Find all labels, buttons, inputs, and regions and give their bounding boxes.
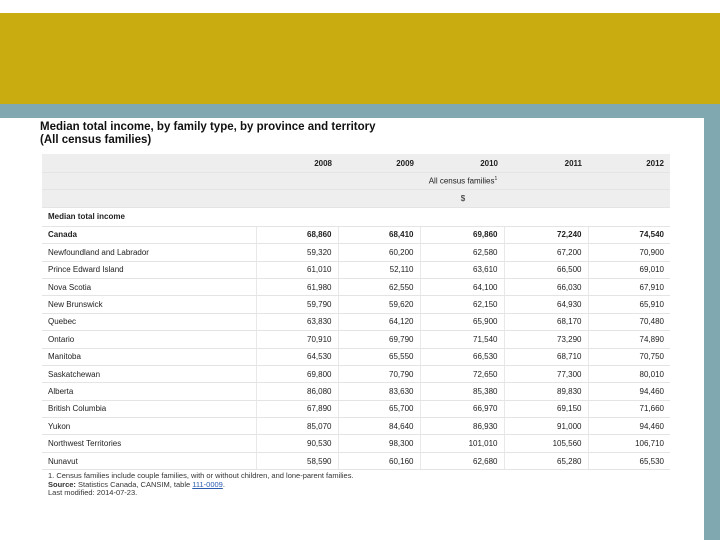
value-cell: 85,070 [256, 418, 338, 435]
value-cell: 58,590 [256, 452, 338, 469]
row-label: Nunavut [42, 452, 256, 469]
value-cell: 68,860 [256, 226, 338, 243]
value-cell: 62,150 [420, 296, 504, 313]
value-cell: 70,750 [588, 348, 670, 365]
value-cell: 90,530 [256, 435, 338, 452]
value-cell: 62,550 [338, 278, 420, 295]
value-cell: 105,560 [504, 435, 588, 452]
currency-subheader-row [42, 190, 670, 207]
row-label: Quebec [42, 313, 256, 330]
accent-strip [0, 104, 720, 118]
value-cell: 72,240 [504, 226, 588, 243]
value-cell: 67,890 [256, 400, 338, 417]
value-cell: 68,710 [504, 348, 588, 365]
families-subheader-row [42, 173, 670, 190]
table-row [42, 348, 670, 365]
value-cell: 61,980 [256, 278, 338, 295]
value-cell: 69,150 [504, 400, 588, 417]
section-row [42, 207, 670, 226]
value-cell: 70,900 [588, 244, 670, 261]
value-cell: 85,380 [420, 383, 504, 400]
value-cell: 65,900 [420, 313, 504, 330]
value-cell: 64,530 [256, 348, 338, 365]
right-accent-bar [704, 118, 720, 540]
last-modified: Last modified: 2014-07-23. [48, 488, 138, 498]
value-cell: 77,300 [504, 365, 588, 382]
year-header: 2009 [338, 154, 420, 173]
value-cell: 66,530 [420, 348, 504, 365]
value-cell: 101,010 [420, 435, 504, 452]
value-cell: 106,710 [588, 435, 670, 452]
table-row [42, 296, 670, 313]
table-row [42, 383, 670, 400]
row-label: Nova Scotia [42, 278, 256, 295]
row-label: New Brunswick [42, 296, 256, 313]
row-label: Newfoundland and Labrador [42, 244, 256, 261]
value-cell: 67,910 [588, 278, 670, 295]
value-cell: 60,200 [338, 244, 420, 261]
value-cell: 63,830 [256, 313, 338, 330]
value-cell: 74,890 [588, 331, 670, 348]
table-title-line1: Median total income, by family type, by province and territory [40, 121, 376, 133]
section-label: Median total income [42, 207, 670, 226]
row-label: Alberta [42, 383, 256, 400]
year-header: 2011 [504, 154, 588, 173]
value-cell: 64,120 [338, 313, 420, 330]
row-label: Yukon [42, 418, 256, 435]
value-cell: 67,200 [504, 244, 588, 261]
value-cell: 59,620 [338, 296, 420, 313]
title-banner [0, 13, 720, 105]
table-row [42, 365, 670, 382]
currency-subheader: $ [256, 190, 670, 207]
value-cell: 69,790 [338, 331, 420, 348]
row-label: Ontario [42, 331, 256, 348]
corner-cell [42, 154, 256, 173]
value-cell: 66,500 [504, 261, 588, 278]
value-cell: 73,290 [504, 331, 588, 348]
value-cell: 83,630 [338, 383, 420, 400]
value-cell: 61,010 [256, 261, 338, 278]
row-label: Canada [42, 226, 256, 243]
footnote: 1. Census families include couple families, with or without children, and lone-parent families. [48, 471, 354, 481]
table-row [42, 313, 670, 330]
year-header: 2008 [256, 154, 338, 173]
value-cell: 68,170 [504, 313, 588, 330]
value-cell: 74,540 [588, 226, 670, 243]
value-cell: 59,320 [256, 244, 338, 261]
value-cell: 94,460 [588, 418, 670, 435]
table-row [42, 226, 670, 243]
table-title-line2: (All census families) [40, 134, 152, 146]
table-title [40, 121, 678, 147]
row-label: British Columbia [42, 400, 256, 417]
value-cell: 64,100 [420, 278, 504, 295]
value-cell: 98,300 [338, 435, 420, 452]
left-margin [0, 118, 26, 490]
value-cell: 62,580 [420, 244, 504, 261]
value-cell: 65,910 [588, 296, 670, 313]
value-cell: 62,680 [420, 452, 504, 469]
value-cell: 94,460 [588, 383, 670, 400]
table-row [42, 261, 670, 278]
value-cell: 69,860 [420, 226, 504, 243]
row-label: Saskatchewan [42, 365, 256, 382]
year-header: 2012 [588, 154, 670, 173]
value-cell: 86,080 [256, 383, 338, 400]
value-cell: 69,800 [256, 365, 338, 382]
value-cell: 70,480 [588, 313, 670, 330]
value-cell: 71,540 [420, 331, 504, 348]
value-cell: 84,640 [338, 418, 420, 435]
value-cell: 65,280 [504, 452, 588, 469]
table-row [42, 278, 670, 295]
table-footnotes [48, 472, 678, 498]
value-cell: 65,550 [338, 348, 420, 365]
table-row [42, 244, 670, 261]
table-row [42, 331, 670, 348]
value-cell: 72,650 [420, 365, 504, 382]
value-cell: 65,700 [338, 400, 420, 417]
value-cell: 64,930 [504, 296, 588, 313]
value-cell: 60,160 [338, 452, 420, 469]
families-subheader: All census families$^1$ [256, 173, 670, 190]
value-cell: 59,790 [256, 296, 338, 313]
value-cell: 66,030 [504, 278, 588, 295]
value-cell: 86,930 [420, 418, 504, 435]
row-label: Prince Edward Island [42, 261, 256, 278]
value-cell: 70,790 [338, 365, 420, 382]
value-cell: 91,000 [504, 418, 588, 435]
value-cell: 89,830 [504, 383, 588, 400]
table-row [42, 452, 670, 469]
value-cell: 52,110 [338, 261, 420, 278]
year-header: 2010 [420, 154, 504, 173]
value-cell: 71,660 [588, 400, 670, 417]
value-cell: 68,410 [338, 226, 420, 243]
value-cell: 65,530 [588, 452, 670, 469]
income-table [42, 154, 670, 470]
row-label: Manitoba [42, 348, 256, 365]
source-table-link[interactable]: 111-0009 [192, 479, 223, 489]
table-row [42, 400, 670, 417]
value-cell: 69,010 [588, 261, 670, 278]
source-line: Source: Statistics Canada, CANSIM, table 111-0009. [48, 479, 225, 489]
value-cell: 70,910 [256, 331, 338, 348]
table-image [38, 118, 678, 498]
table-row [42, 435, 670, 452]
table-row [42, 418, 670, 435]
value-cell: 66,970 [420, 400, 504, 417]
value-cell: 80,010 [588, 365, 670, 382]
year-header-row [42, 154, 670, 173]
row-label: Northwest Territories [42, 435, 256, 452]
value-cell: 63,610 [420, 261, 504, 278]
